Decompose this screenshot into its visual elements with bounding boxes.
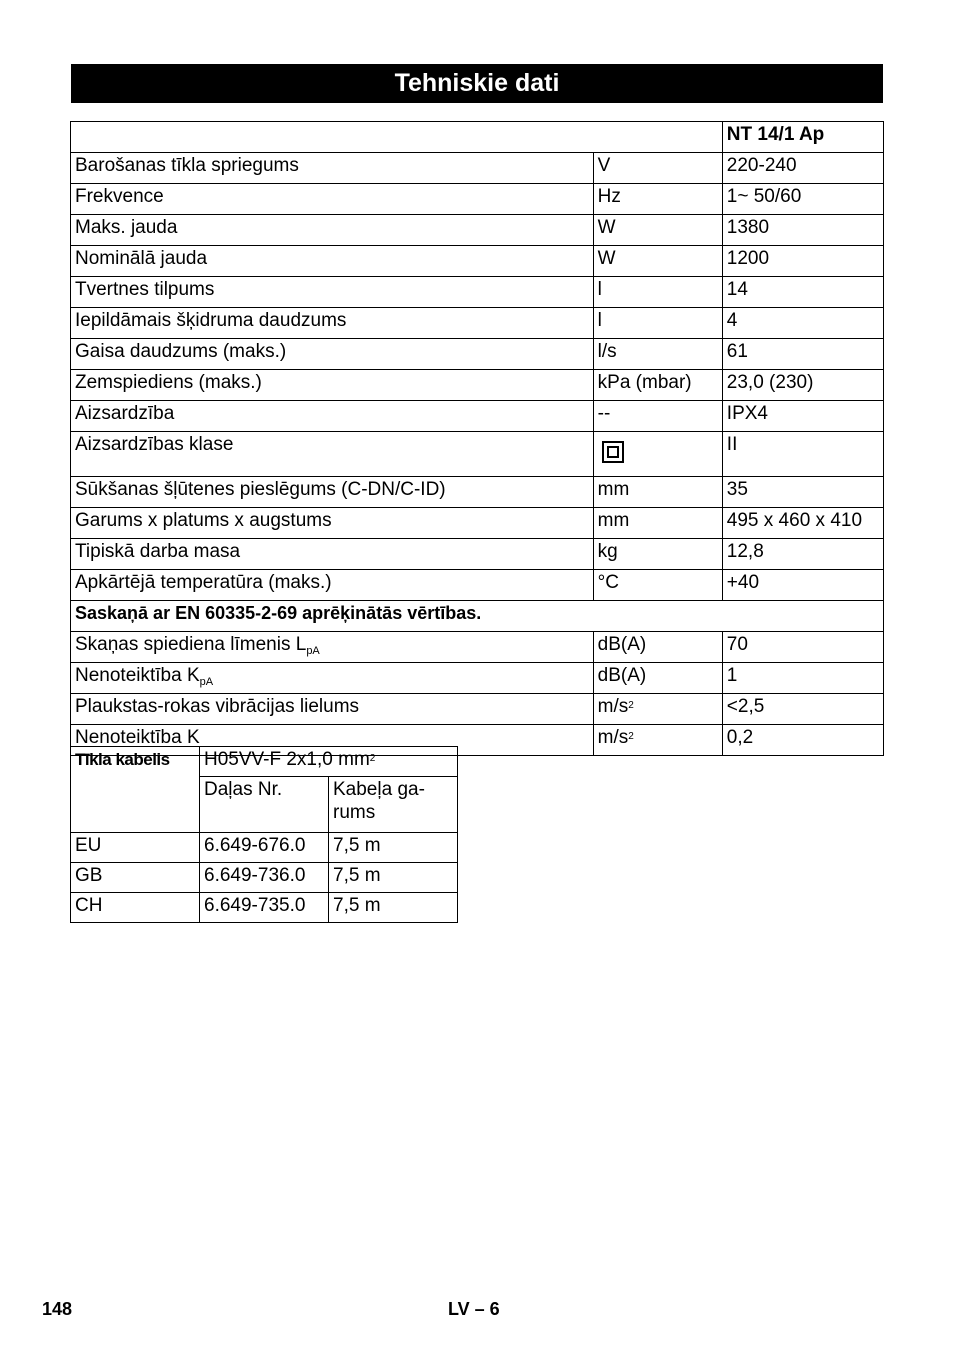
row-label: Barošanas tīkla spriegums (71, 153, 594, 184)
page-number: 148 (42, 1299, 73, 1319)
table-row (71, 277, 884, 308)
table-row (71, 508, 884, 539)
row-unit: °C (593, 570, 722, 601)
table-row (71, 401, 884, 432)
row-label: Tvertnes tilpums (71, 277, 594, 308)
table-row (71, 694, 884, 725)
table-row (71, 153, 884, 184)
page-title: Tehniskie dati (71, 64, 883, 103)
row-unit: kg (593, 539, 722, 570)
row-label: Plaukstas-rokas vibrācijas lielums (71, 694, 594, 725)
cable-length: 7,5 m (329, 833, 458, 863)
table-row (71, 632, 884, 663)
table-row (71, 863, 458, 893)
table-row (71, 893, 458, 923)
table-row (71, 833, 458, 863)
row-label: Frekvence (71, 184, 594, 215)
unit-superscript: 2 (628, 700, 634, 711)
model-header: NT 14/1 Ap (722, 122, 883, 153)
row-unit: l (593, 308, 722, 339)
row-label: Gaisa daudzums (maks.) (71, 339, 594, 370)
cable-length-header-line1: Kabeļa ga- (333, 779, 425, 800)
cable-part-number: 6.649-735.0 (200, 893, 329, 923)
table-row (71, 570, 884, 601)
row-value: II (722, 432, 883, 477)
row-label (71, 632, 594, 663)
cable-type-superscript: 2 (369, 753, 376, 764)
cable-region: GB (71, 863, 200, 893)
row-label: Garums x platums x augstums (71, 508, 594, 539)
row-value: +40 (722, 570, 883, 601)
row-unit: W (593, 246, 722, 277)
row-value: 0,2 (722, 725, 883, 756)
table-row (71, 663, 884, 694)
row-unit: mm (593, 477, 722, 508)
row-unit (593, 432, 722, 477)
cable-header-row (71, 747, 458, 777)
cable-region: EU (71, 833, 200, 863)
unit-superscript: 2 (628, 731, 634, 742)
table-row (71, 184, 884, 215)
row-label: Maks. jauda (71, 215, 594, 246)
row-label: Nenoteiktība K (71, 725, 594, 756)
row-value: 12,8 (722, 539, 883, 570)
row-value: 70 (722, 632, 883, 663)
label-text: Nenoteiktība K (75, 665, 200, 686)
row-label: Zemspiediens (maks.) (71, 370, 594, 401)
table-row (71, 339, 884, 370)
row-label (71, 663, 594, 694)
row-value: IPX4 (722, 401, 883, 432)
row-label: Tipiskā darba masa (71, 539, 594, 570)
cable-length-header (329, 777, 458, 833)
part-number-header: Daļas Nr. (200, 777, 329, 833)
row-unit: dB(A) (593, 632, 722, 663)
row-unit (593, 725, 722, 756)
table-row (71, 539, 884, 570)
row-value: 35 (722, 477, 883, 508)
section-heading-row (71, 601, 884, 632)
header-empty-cell (71, 122, 723, 153)
row-label: Sūkšanas šļūtenes pieslēgums (C-DN/C-ID) (71, 477, 594, 508)
cable-length-header-line2: rums (333, 802, 376, 823)
label-subscript: pA (306, 645, 320, 657)
unit-text: m/s (597, 727, 629, 748)
section-label: LV – 6 (448, 1299, 500, 1319)
cable-type (200, 747, 458, 777)
row-value: 23,0 (230) (722, 370, 883, 401)
row-unit: l/s (593, 339, 722, 370)
row-label: Nominālā jauda (71, 246, 594, 277)
row-unit: Hz (593, 184, 722, 215)
table-row (71, 215, 884, 246)
cable-length: 7,5 m (329, 893, 458, 923)
row-label: Aizsardzības klase (71, 432, 594, 477)
section-heading: Saskaņā ar EN 60335-2-69 aprēķinātās vērtības. (71, 601, 884, 632)
table-row (71, 246, 884, 277)
table-row (71, 432, 884, 477)
row-unit: dB(A) (593, 663, 722, 694)
unit-text: m/s (597, 696, 629, 717)
row-label: Iepildāmais šķidruma daudzums (71, 308, 594, 339)
label-text: Skaņas spiediena līmenis L (75, 634, 307, 655)
row-unit: l (593, 277, 722, 308)
table-header-row (71, 122, 884, 153)
table-row (71, 477, 884, 508)
cable-part-number: 6.649-676.0 (200, 833, 329, 863)
table-row (71, 370, 884, 401)
label-subscript: pA (199, 676, 214, 688)
power-cable-table (70, 746, 458, 923)
row-unit: mm (593, 508, 722, 539)
row-value: 1~ 50/60 (722, 184, 883, 215)
row-value: <2,5 (722, 694, 883, 725)
protection-class-ii-icon (602, 441, 624, 463)
row-unit: kPa (mbar) (593, 370, 722, 401)
table-row (71, 308, 884, 339)
cable-region: CH (71, 893, 200, 923)
row-value: 14 (722, 277, 883, 308)
row-value: 495 x 460 x 410 (722, 508, 883, 539)
technical-data-table (70, 121, 884, 756)
row-label: Apkārtējā temperatūra (maks.) (71, 570, 594, 601)
row-unit: W (593, 215, 722, 246)
row-unit (593, 694, 722, 725)
row-unit: V (593, 153, 722, 184)
row-value: 220-240 (722, 153, 883, 184)
cable-length: 7,5 m (329, 863, 458, 893)
row-unit: -- (593, 401, 722, 432)
row-label: Aizsardzība (71, 401, 594, 432)
row-value: 61 (722, 339, 883, 370)
row-value: 4 (722, 308, 883, 339)
cable-part-number: 6.649-736.0 (200, 863, 329, 893)
row-value: 1380 (722, 215, 883, 246)
row-value: 1200 (722, 246, 883, 277)
row-value: 1 (722, 663, 883, 694)
cable-header-label: Tīkla kabelis (71, 747, 200, 833)
cable-type-text: H05VV-F 2x1,0 mm (204, 749, 370, 770)
